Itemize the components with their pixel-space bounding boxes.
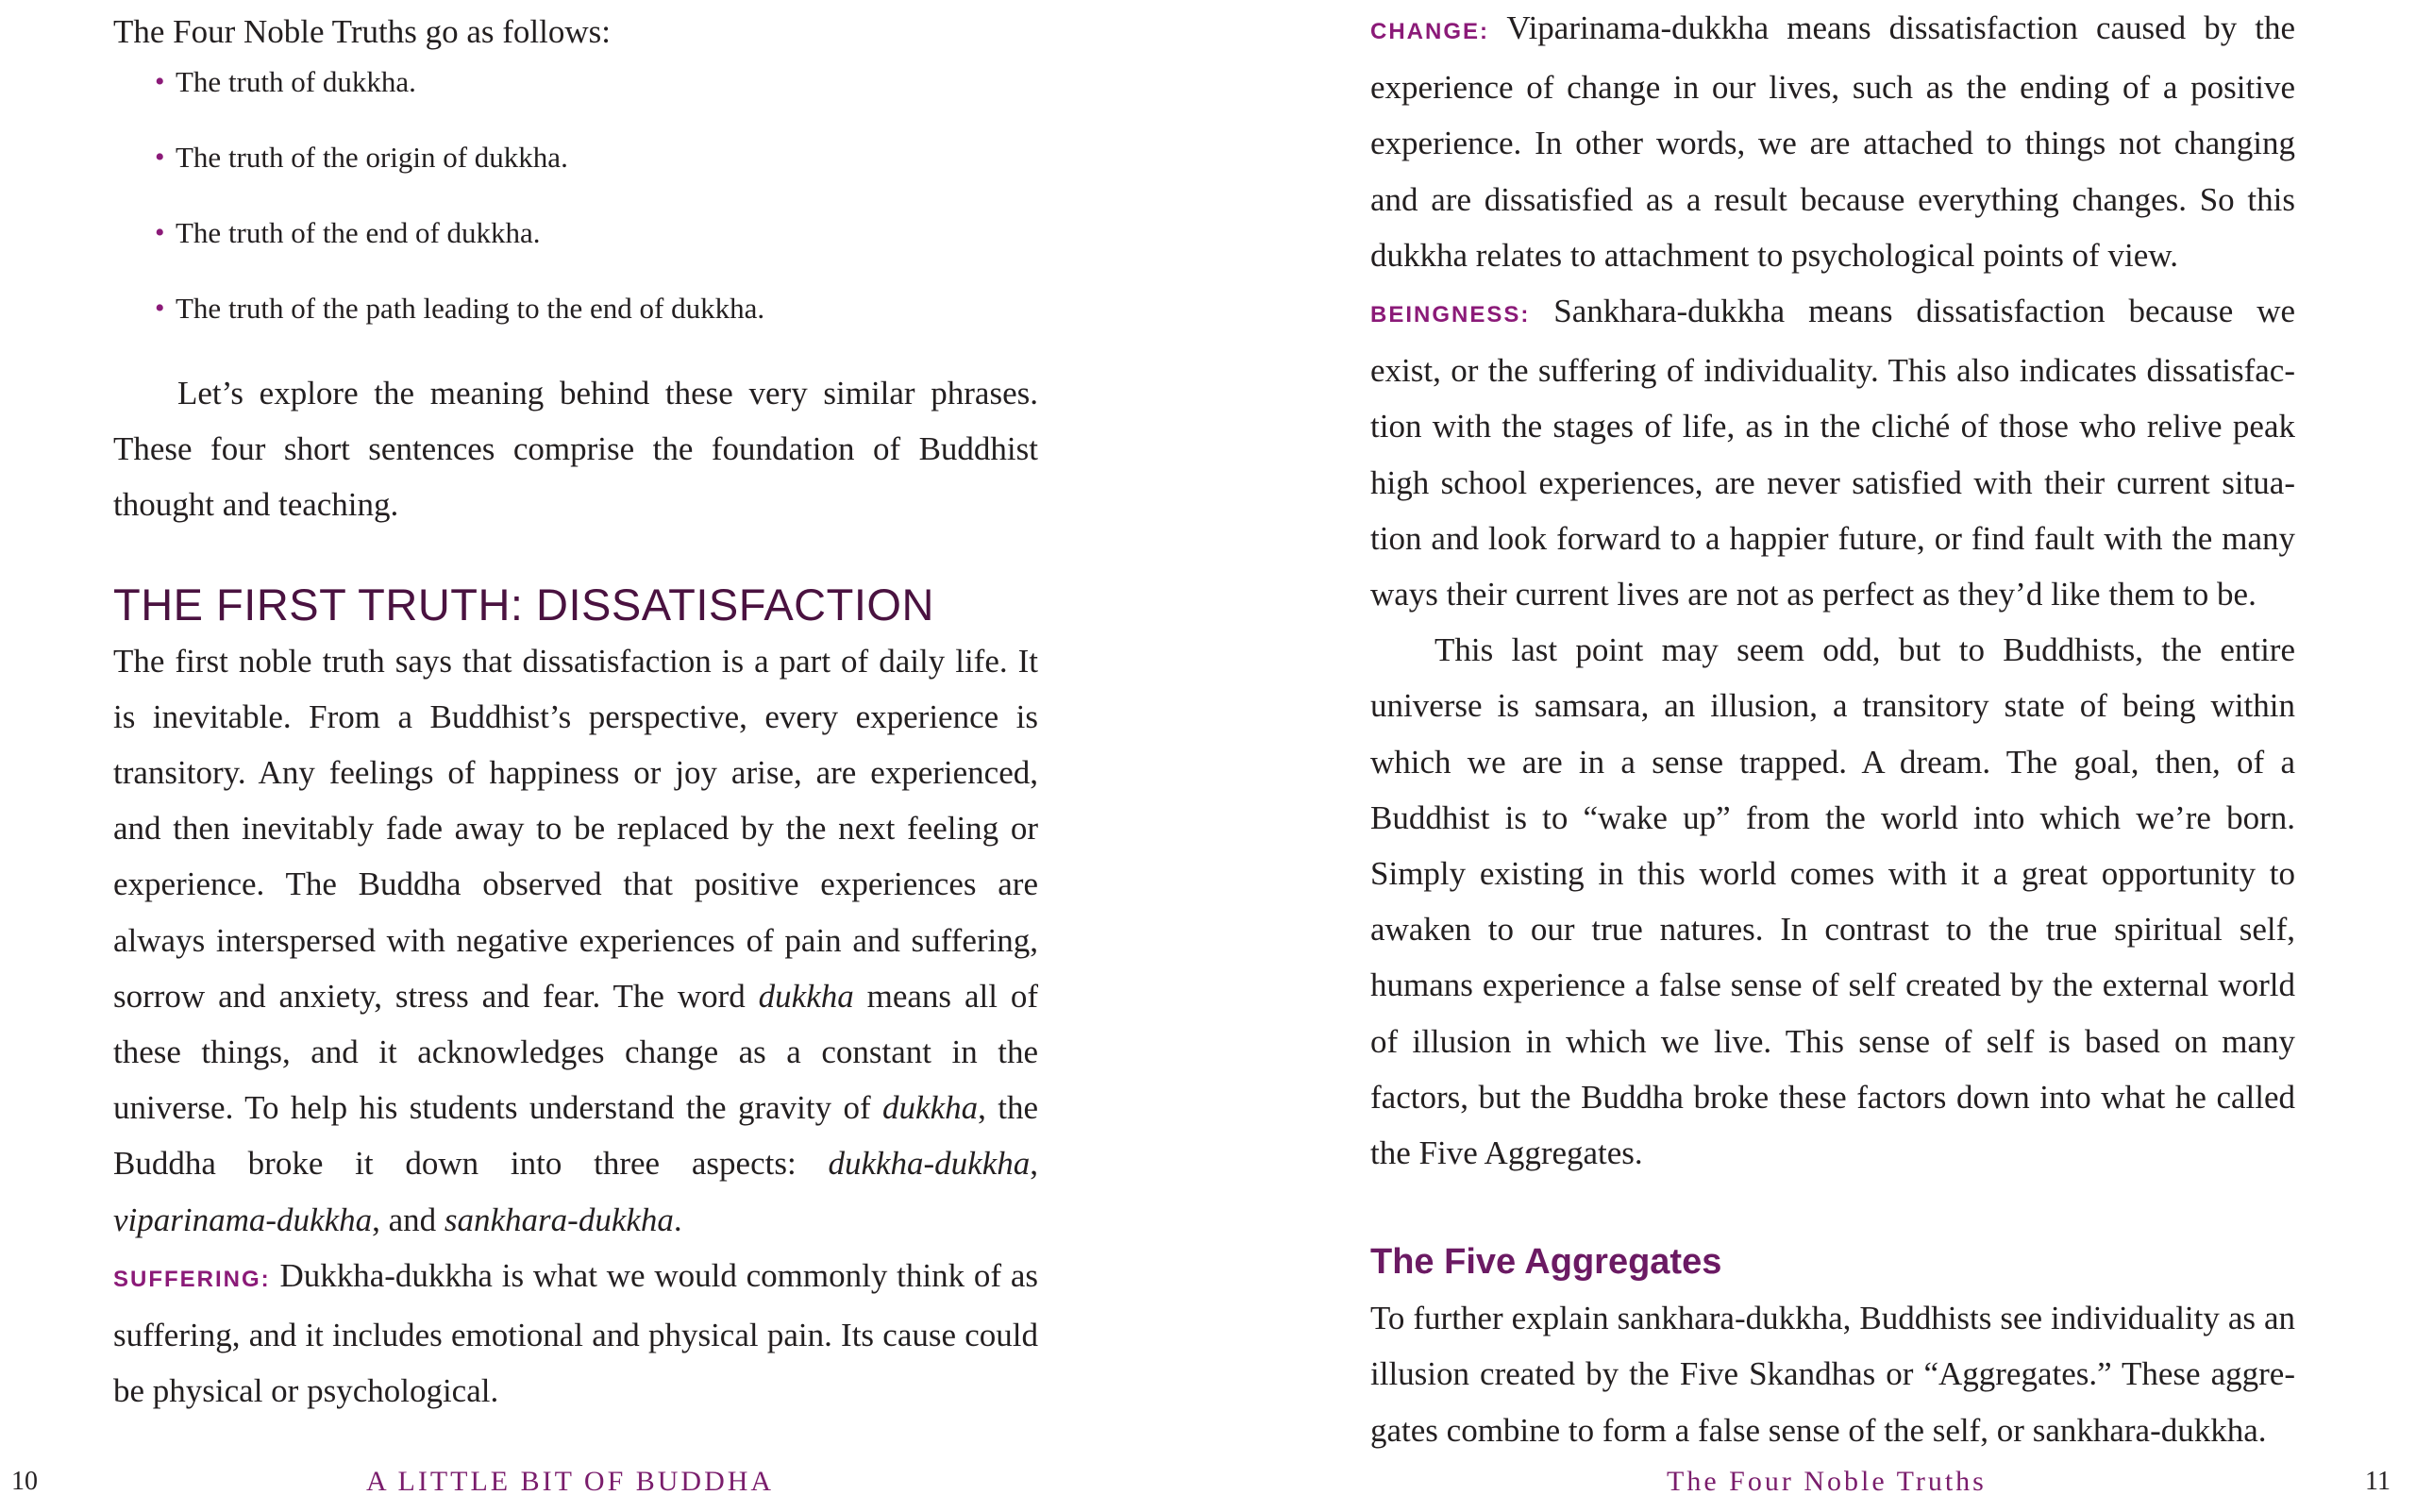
running-head-right: The Four Noble Truths xyxy=(1667,1466,1987,1497)
italic-term: dukkha xyxy=(758,977,854,1015)
suffering-term: SUFFERING: xyxy=(113,1266,271,1292)
subsection-heading: The Five Aggregates xyxy=(1370,1242,1722,1283)
italic-term: dukkha-dukkha xyxy=(828,1145,1031,1183)
paragraph-text: , the Buddha broke it down into three aspects: xyxy=(113,1089,1039,1183)
section-heading: THE FIRST TRUTH: DISSATISFACTION xyxy=(113,579,934,630)
explore-paragraph: Let’s explore the meaning behind these very similar phrases. These four short sentences comprise the foundation of Buddhist thought and teaching. xyxy=(113,375,1038,524)
page-number-left: 10 xyxy=(11,1467,38,1496)
suffering-paragraph xyxy=(113,1248,1038,1420)
list-item-text: The truth of the end of dukkha. xyxy=(176,216,541,249)
italic-term: viparinama-dukkha xyxy=(113,1201,373,1238)
list-item xyxy=(155,214,1038,252)
bullet-icon: • xyxy=(155,217,165,248)
change-text: Viparinama-dukkha means dissatisfaction caused by the experience of change in our lives, such as the ending of a positive experience. In other words, we are attached to things not changing and are dissatisfied as a result because everything changes. So this dukkha relates to attachment to psychological points of view. xyxy=(1370,9,2295,274)
samsara-paragraph: This last point may seem odd, but to Buddhists, the entire universe is samsara, an illusion, a transitory state of being within which we are in a sense trapped. A dream. The goal, then, of a Buddhist is to “wake up” from the world into which we’re born. Simply existing in this world comes with it a great opportunity to awaken to our true natures. In contrast to the true spiritual self, humans experience a false sense of self created by the external world of illusion in which we live. This sense of self is based on many factors, but the Buddha broke these factors down into what he called the Five Aggregates. xyxy=(1370,631,2295,1172)
beingness-text: Sankhara-dukkha means dissatisfaction because we exist, or the suffering of individuality. This also indicates dissatisfaction with the stages of life, as in the cliché of those who relive peak high school experiences, are never satisfied with their current situation and look forward to a happier future, or find fault with the many ways their current lives are not as perfect as they’d like them to be. xyxy=(1370,293,2295,613)
list-item xyxy=(155,63,1038,101)
change-term: CHANGE: xyxy=(1370,19,1489,44)
list-item xyxy=(155,139,1038,176)
paragraph-text: , and xyxy=(372,1201,445,1238)
bullet-icon: • xyxy=(155,66,165,97)
right-text-column xyxy=(1370,0,2295,1458)
aggregates-paragraph: To further explain sankhara-dukkha, Buddhists see individuality as an illusion created by the Five Skandhas or “Aggregates.” These aggregates combine to form a false sense of the self, or sankhara-dukkha. xyxy=(1370,1300,2295,1449)
italic-term: dukkha xyxy=(882,1089,979,1127)
first-truth-paragraph xyxy=(113,633,1038,1248)
suffering-text: Dukkha-dukkha is what we would commonly think of as suffering, and it includes emotional and physical pain. Its cause could be physical or psychological. xyxy=(113,1256,1038,1410)
paragraph-text: The first noble truth says that dissatisfaction is a part of daily life. It is inevitable. From a Buddhist’s perspective, every experience is transitory. Any feelings of happiness or joy arise, are experienced, and then inevitably fade away to be replaced by the next feeling or experience. The Buddha observed that positive experiences are always interspersed with negative experiences of pain and suffering, sorrow and anxiety, stress and fear. The word xyxy=(113,642,1038,1015)
beingness-term: BEINGNESS: xyxy=(1370,302,1531,328)
truths-intro: The Four Noble Truths go as follows: xyxy=(113,13,611,50)
list-item-text: The truth of dukkha. xyxy=(176,65,416,98)
italic-term: sankhara-dukkha xyxy=(444,1201,674,1238)
running-head-left: A LITTLE BIT OF BUDDHA xyxy=(366,1466,775,1497)
four-truths-list xyxy=(113,63,1038,328)
list-item-text: The truth of the path leading to the end of dukkha. xyxy=(176,292,765,325)
page-number-right: 11 xyxy=(2365,1467,2391,1496)
list-item-text: The truth of the origin of dukkha. xyxy=(176,141,568,174)
bullet-icon: • xyxy=(155,142,165,173)
list-item xyxy=(155,290,1038,328)
beingness-paragraph xyxy=(1370,283,2295,622)
left-text-column xyxy=(113,0,1038,1419)
paragraph-text: , xyxy=(1030,1145,1038,1183)
right-page xyxy=(1208,0,2416,1512)
bullet-icon: • xyxy=(155,293,165,324)
change-paragraph xyxy=(1370,0,2295,283)
paragraph-text: . xyxy=(673,1201,682,1238)
paragraph-text: means all of these things, and it acknowledges change as a constant in the universe. To help his students understand the gravity of xyxy=(113,977,1038,1127)
